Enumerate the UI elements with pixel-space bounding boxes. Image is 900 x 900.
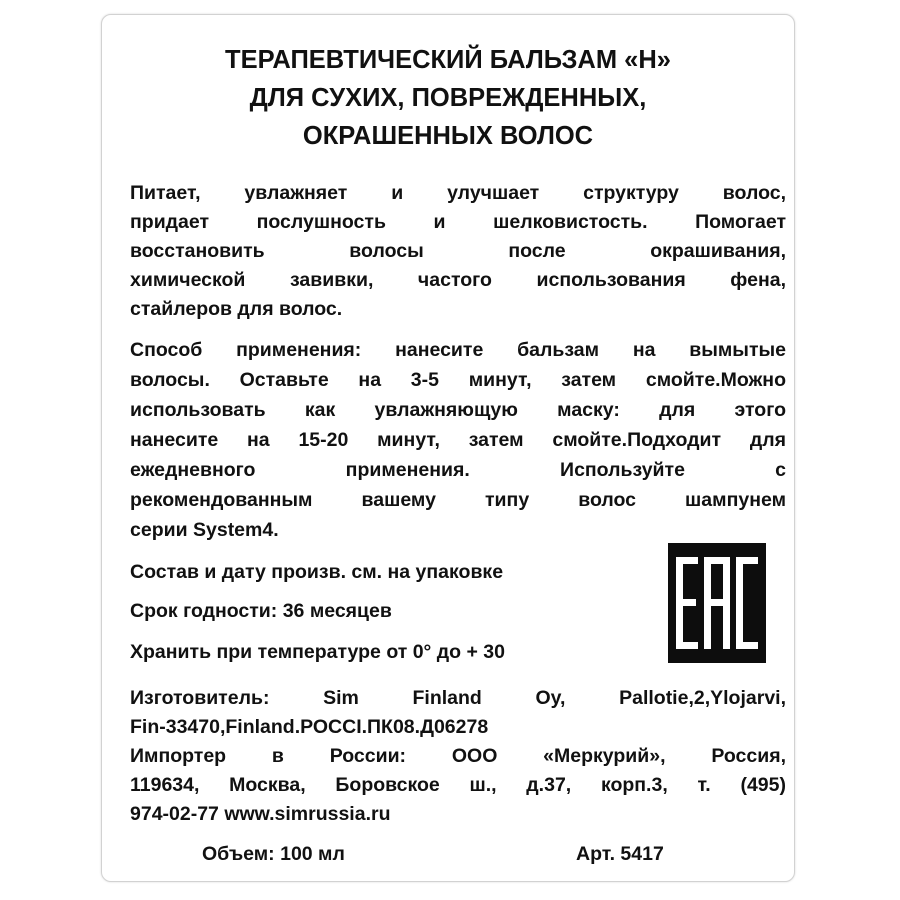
description-line: восстановить волосы после окрашивания, — [130, 240, 786, 262]
description-line: химической завивки, частого использования фена, — [130, 269, 786, 291]
usage-line: волосы. Оставьте на 3-5 минут, затем смойте.Можно — [130, 369, 786, 391]
description-line: стайлеров для волос. — [130, 298, 343, 320]
shelf-life: Срок годности: 36 месяцев — [130, 600, 392, 622]
manufacturer-line: Изготовитель: Sim Finland Oy, Pallotie,2,Ylojarvi, — [130, 687, 786, 709]
title-line-2: ДЛЯ СУХИХ, ПОВРЕЖДЕННЫХ, — [249, 84, 647, 112]
storage-conditions: Хранить при температуре от 0° до + 30 — [130, 641, 505, 663]
importer-line: 974-02-77 www.simrussia.ru — [130, 803, 391, 825]
usage-line: нанесите на 15-20 минут, затем смойте.Подходит для — [130, 429, 786, 451]
usage-line: ежедневного применения. Используйте с — [130, 459, 786, 481]
usage-line: серии System4. — [130, 519, 279, 541]
usage-line: Способ применения: нанесите бальзам на вымытые — [130, 339, 786, 361]
title-line-1: ТЕРАПЕВТИЧЕСКИЙ БАЛЬЗАМ «Н» — [225, 46, 671, 74]
product-label — [101, 14, 795, 882]
eac-mark-icon — [668, 543, 766, 663]
importer-line: Импортер в России: ООО «Меркурий», Россия, — [130, 745, 786, 767]
manufacturer-line: Fin-33470,Finland.РОССI.ПК08.Д06278 — [130, 716, 489, 738]
composition-note: Состав и дату произв. см. на упаковке — [130, 561, 504, 583]
description-line: придает послушность и шелковистость. Помогает — [130, 211, 786, 233]
usage-line: рекомендованным вашему типу волос шампунем — [130, 489, 786, 511]
volume: Объем: 100 мл — [202, 843, 345, 865]
usage-line: использовать как увлажняющую маску: для этого — [130, 399, 786, 421]
importer-line: 119634, Москва, Боровское ш., д.37, корп.3, т. (495) — [130, 774, 786, 796]
description-line: Питает, увлажняет и улучшает структуру волос, — [130, 182, 786, 204]
title-line-3: ОКРАШЕННЫХ ВОЛОС — [302, 122, 594, 150]
product-title — [102, 41, 794, 155]
article-number: Арт. 5417 — [576, 843, 664, 865]
